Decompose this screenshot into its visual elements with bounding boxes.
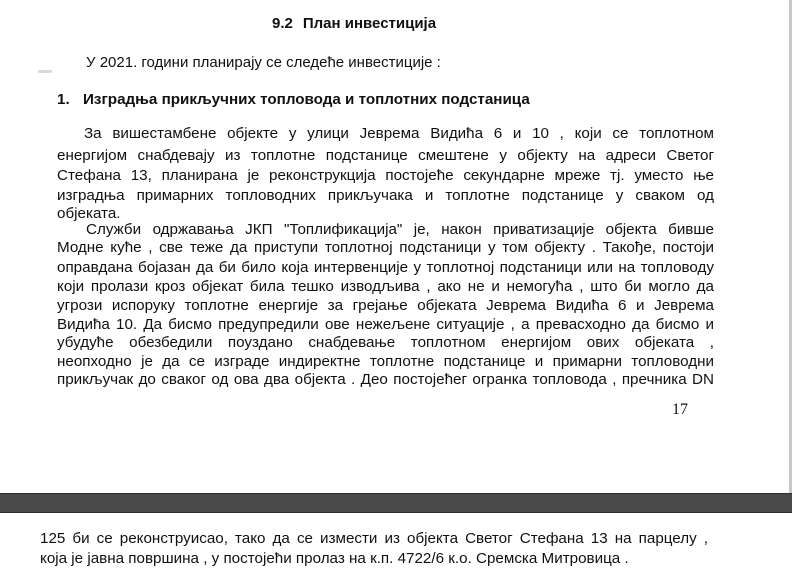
section-title	[272, 15, 436, 32]
paragraph-2-line: угрози испоруку топлотне енергије за грејање објеката Јеврема Видића 6 и Јеврема	[57, 297, 714, 314]
section-number: 9.2	[272, 15, 293, 32]
continuation-line: која је јавна површина , у постојећи пролаз на к.п. 4722/6 к.о. Сремска Митровица .	[40, 550, 629, 567]
section-title-text: План инвестиција	[302, 15, 437, 32]
page-separator	[0, 493, 792, 513]
scan-artifact	[38, 70, 52, 73]
paragraph-2-line: Модне куће , све теже да приступи топлотној подстаници у том објекту . Такође, постоји	[57, 239, 714, 256]
paragraph-1-line: Стефана 13, планирана је реконструкција постојеће секундарне мреже тј. уместо ње	[57, 167, 714, 184]
item-heading-text: Изградња прикључних топловода и топлотних подстаница	[83, 91, 530, 108]
item-number: 1.	[57, 91, 70, 108]
paragraph-2-line: Видића 10. Да бисмо предупредили ове нежељене ситуације , а превасходно да бисмо и	[57, 316, 714, 333]
paragraph-1-line: изградња примарних топловодних прикључака и топлотне подстанице у сваком од	[57, 187, 714, 204]
paragraph-2-line: убудуће обезбедили поуздано снабдевање топлотном енергијом ових објеката ,	[57, 334, 714, 351]
paragraph-1-line: објеката.	[57, 205, 121, 222]
continuation-line: 125 би се реконструисао, тако да се измести из објекта Светог Стефана 13 на парцелу ,	[40, 530, 708, 547]
paragraph-1-line: За вишестамбене објекте у улици Јеврема Видића 6 и 10 , који се топлотном	[84, 125, 714, 142]
paragraph-2-line: неопходно је да се изграде индиректне топлотне подстанице и примарни топловодни	[57, 353, 714, 370]
paragraph-2-line: који пролази кроз објекат била тешко изводљива , ако не и немогућа , што би могло да	[57, 278, 714, 295]
paragraph-2-line: Служби одржавања ЈКП "Топлификација" је, након приватизације објекта бивше	[86, 221, 714, 238]
paragraph-2-line: прикључак до сваког од ова два објекта . Део постојећег огранка топловода , пречника DN	[57, 371, 714, 388]
page-number: 17	[672, 401, 688, 418]
item-heading	[57, 91, 530, 108]
paragraph-2-line: оправдана бојазан да би било која интервенције у топлотној подстаници или на топловоду	[57, 259, 714, 276]
intro-text: У 2021. години планирају се следеће инвестиције :	[86, 54, 441, 71]
document-page-2	[0, 513, 792, 579]
paragraph-1-line: енергијом снабдевају из топлотне подстанице смештене у објекту на адреси Светог	[57, 147, 714, 164]
